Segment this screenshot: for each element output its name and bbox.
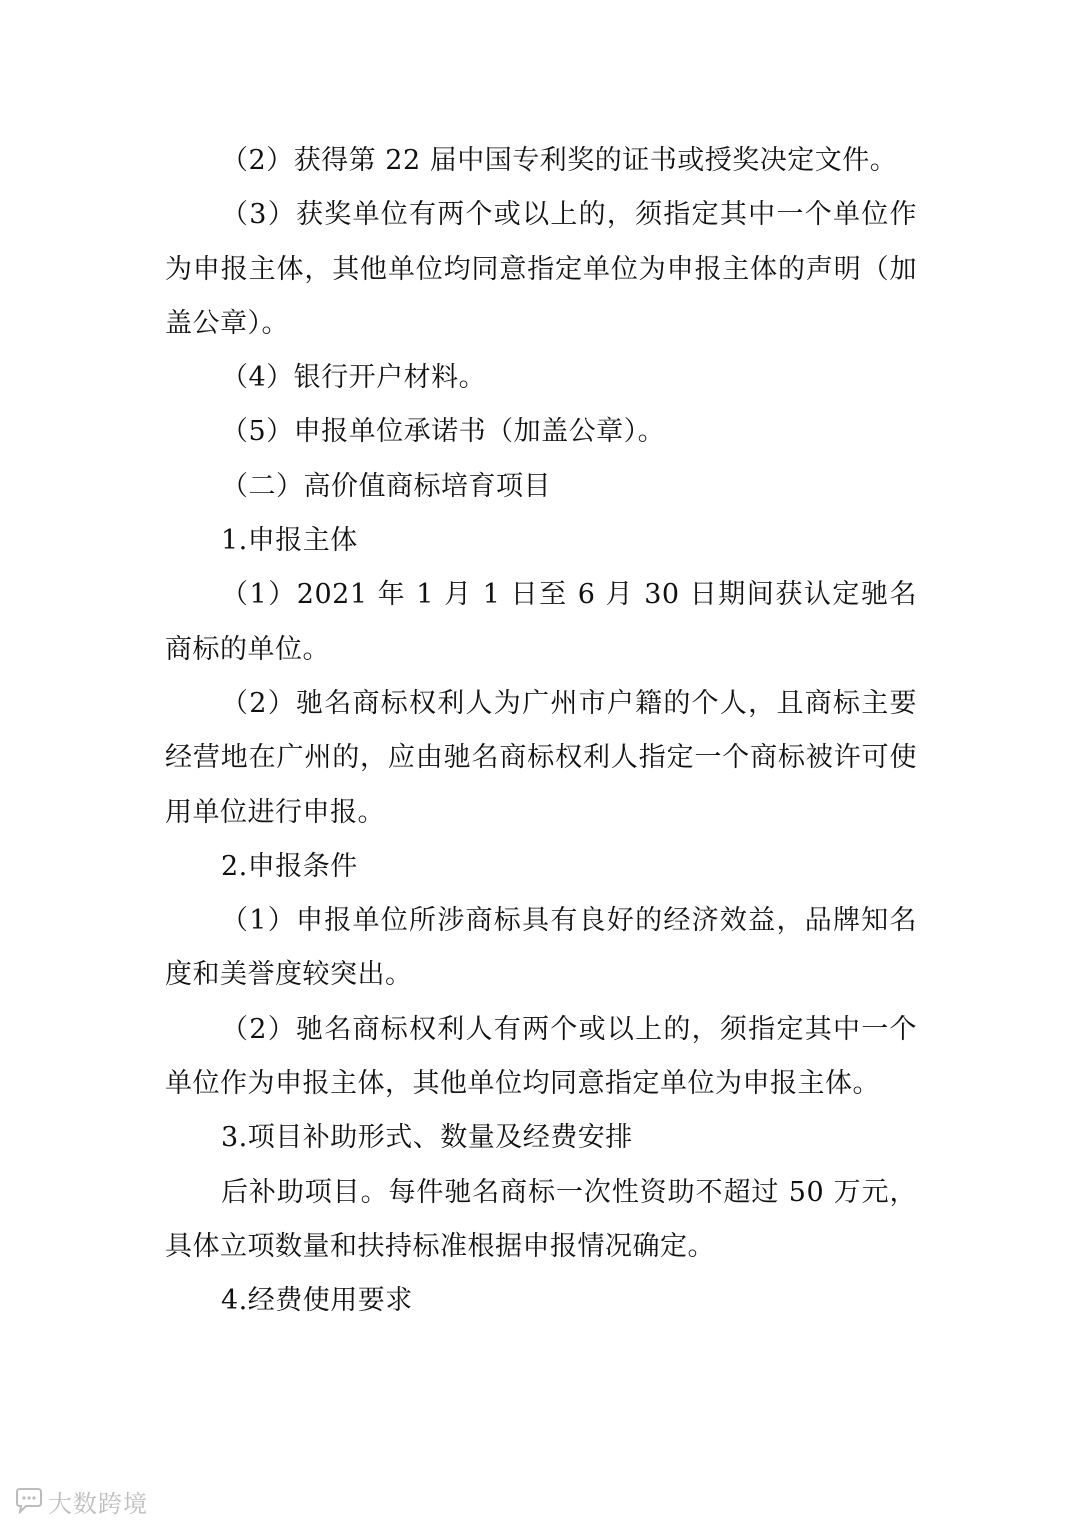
subheading-subsidy: 3.项目补助形式、数量及经费安排 — [221, 1122, 633, 1154]
paragraph-conditions-1: （1）申报单位所涉商标具有良好的经济效益，品牌知名度和美誉度较突出。 — [165, 905, 917, 991]
paragraph-2-certificate: （2）获得第 22 届中国专利奖的证书或授奖决定文件。 — [221, 145, 898, 176]
paragraph-applicant-2: （2）驰名商标权利人为广州市户籍的个人，且商标主要经营地在广州的，应由驰名商标权利人指定一个商标被许可使用单位进行申报。 — [165, 687, 917, 828]
paragraph-conditions-2: （2）驰名商标权利人有两个或以上的，须指定其中一个单位作为申报主体，其他单位均同意指定单位为申报主体。 — [165, 1013, 917, 1100]
subheading-applicant: 1.申报主体 — [221, 525, 358, 557]
document-body — [165, 134, 917, 1329]
section-heading-trademark: （二）高价值商标培育项目 — [221, 470, 551, 502]
subheading-conditions: 2.申报条件 — [221, 850, 358, 882]
paragraph-3-multiple-units: （3）获奖单位有两个或以上的，须指定其中一个单位作为申报主体，其他单位均同意指定单位为申报主体的声明（加盖公章）。 — [165, 199, 917, 339]
watermark — [14, 1486, 148, 1516]
paragraph-subsidy: 后补助项目。每件驰名商标一次性资助不超过 50 万元，具体立项数量和扶持标准根据申报情况确定。 — [165, 1176, 917, 1262]
paragraph-5-commitment: （5）申报单位承诺书（加盖公章）。 — [221, 416, 666, 448]
paragraph-4-bank-account: （4）银行开户材料。 — [221, 362, 487, 394]
chat-bubble-icon — [14, 1488, 44, 1514]
paragraph-applicant-1: （1）2021 年 1 月 1 日至 6 月 30 日期间获认定驰名商标的单位。 — [165, 579, 917, 665]
subheading-funding-use: 4.经费使用要求 — [221, 1285, 413, 1317]
watermark-text: 大数跨境 — [48, 1489, 148, 1518]
